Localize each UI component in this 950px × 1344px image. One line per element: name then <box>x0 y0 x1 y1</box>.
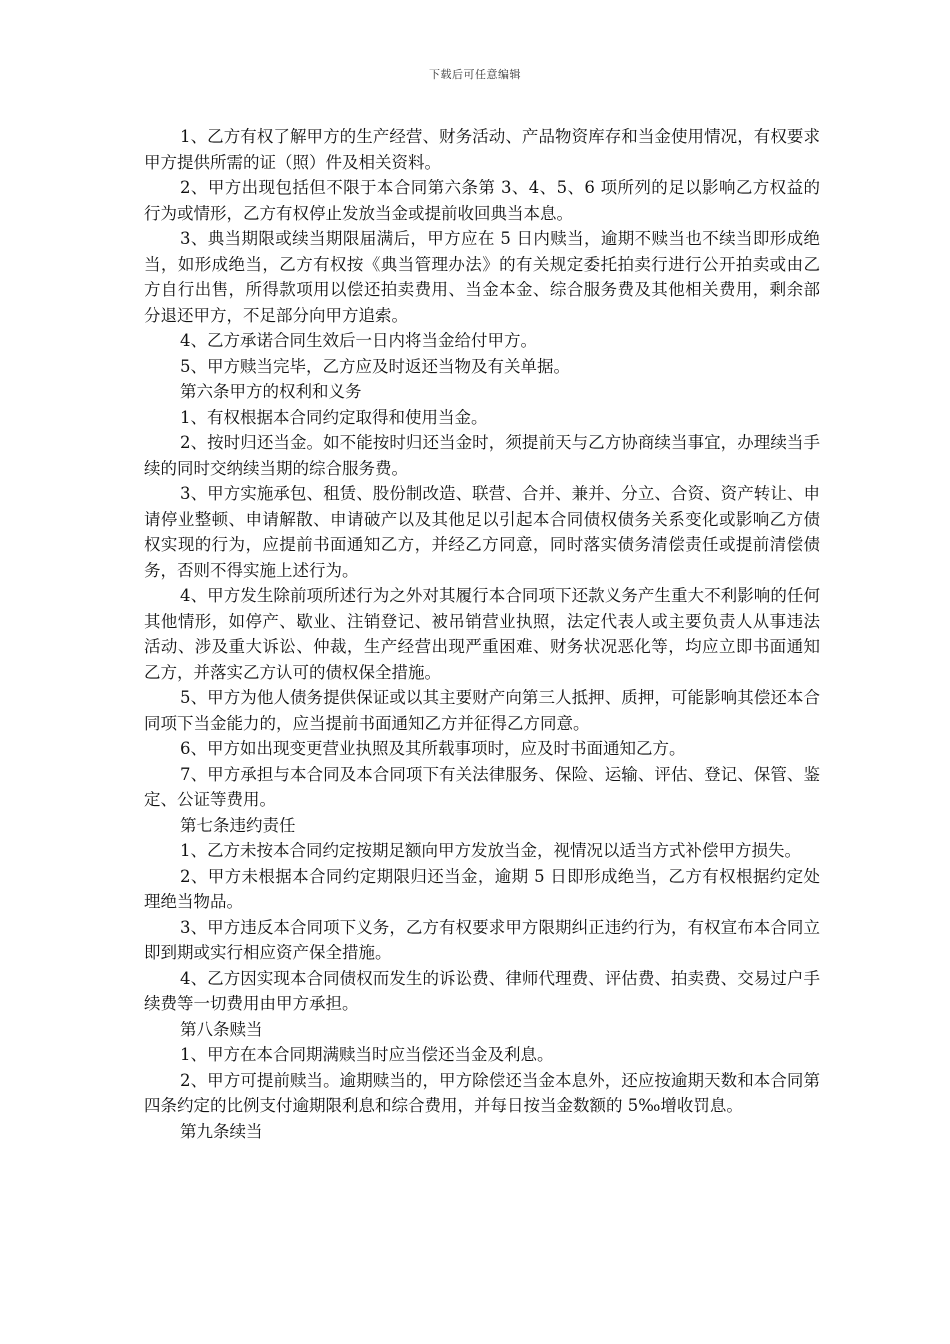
section-heading: 第七条违约责任 <box>180 815 296 835</box>
paragraph: 1、乙方未按本合同约定按期足额向甲方发放当金，视情况以适当方式补偿甲方损失。 <box>180 841 801 860</box>
paragraph: 2、甲方出现包括但不限于本合同第六条第 3、4、5、6 项所列的足以影响乙方权益的行为或情形，乙方有权停止发放当金或提前收回典当本息。 <box>144 178 820 223</box>
paragraph: 6、甲方如出现变更营业执照及其所载事项时，应及时书面通知乙方。 <box>180 739 686 758</box>
paragraph: 3、甲方实施承包、租赁、股份制改造、联营、合并、兼并、分立、合资、资产转让、申请停业整顿、申请解散、申请破产以及其他足以引起本合同债权债务关系变化或影响乙方债权实现的行为，应提前书面通知乙方，并经乙方同意，同时落实债务清偿责任或提前清偿债务，否则不得实施上述行为。 <box>144 484 820 580</box>
paragraph: 5、甲方为他人债务提供保证或以其主要财产向第三人抵押、质押，可能影响其偿还本合同项下当金能力的，应当提前书面通知乙方并征得乙方同意。 <box>144 688 820 733</box>
document-body <box>144 124 820 1144</box>
paragraph: 4、甲方发生除前项所述行为之外对其履行本合同项下还款义务产生重大不利影响的任何其他情形，如停产、歇业、注销登记、被吊销营业执照，法定代表人或主要负责人从事违法活动、涉及重大诉讼、仲裁，生产经营出现严重困难、财务状况恶化等，均应立即书面通知乙方，并落实乙方认可的债权保全措施。 <box>144 586 820 682</box>
page-header: 下载后可任意编辑 <box>429 68 521 81</box>
paragraph: 5、甲方赎当完毕，乙方应及时返还当物及有关单据。 <box>180 356 570 376</box>
paragraph: 4、乙方因实现本合同债权而发生的诉讼费、律师代理费、评估费、拍卖费、交易过户手续费等一切费用由甲方承担。 <box>144 968 820 1013</box>
paragraph: 2、甲方未根据本合同约定期限归还当金，逾期 5 日即形成绝当，乙方有权根据约定处理绝当物品。 <box>144 866 820 911</box>
paragraph: 3、甲方违反本合同项下义务，乙方有权要求甲方限期纠正违约行为，有权宣布本合同立即到期或实行相应资产保全措施。 <box>144 917 820 962</box>
paragraph: 3、典当期限或续当期限届满后，甲方应在 5 日内赎当，逾期不赎当也不续当即形成绝当，如形成绝当，乙方有权按《典当管理办法》的有关规定委托拍卖行进行公开拍卖或由乙方自行出售，所得款项用以偿还拍卖费用、当金本金、综合服务费及其他相关费用，剩余部分退还甲方，不足部分向甲方追索。 <box>144 229 820 325</box>
paragraph: 1、甲方在本合同期满赎当时应当偿还当金及利息。 <box>180 1045 554 1064</box>
section-heading: 第八条赎当 <box>180 1019 263 1039</box>
section-heading: 第九条续当 <box>180 1121 263 1141</box>
paragraph: 1、乙方有权了解甲方的生产经营、财务活动、产品物资库存和当金使用情况，有权要求甲方提供所需的证（照）件及相关资料。 <box>144 127 820 172</box>
paragraph: 1、有权根据本合同约定取得和使用当金。 <box>180 407 488 427</box>
paragraph: 7、甲方承担与本合同及本合同项下有关法律服务、保险、运输、评估、登记、保管、鉴定、公证等费用。 <box>144 764 820 809</box>
section-heading: 第六条甲方的权利和义务 <box>180 382 362 401</box>
paragraph: 2、按时归还当金。如不能按时归还当金时，须提前天与乙方协商续当事宜，办理续当手续的同时交纳续当期的综合服务费。 <box>144 433 820 478</box>
paragraph: 4、乙方承诺合同生效后一日内将当金给付甲方。 <box>180 331 537 350</box>
paragraph: 2、甲方可提前赎当。逾期赎当的，甲方除偿还当金本息外，还应按逾期天数和本合同第四条约定的比例支付逾期限利息和综合费用，并每日按当金数额的 5‰增收罚息。 <box>144 1070 820 1115</box>
